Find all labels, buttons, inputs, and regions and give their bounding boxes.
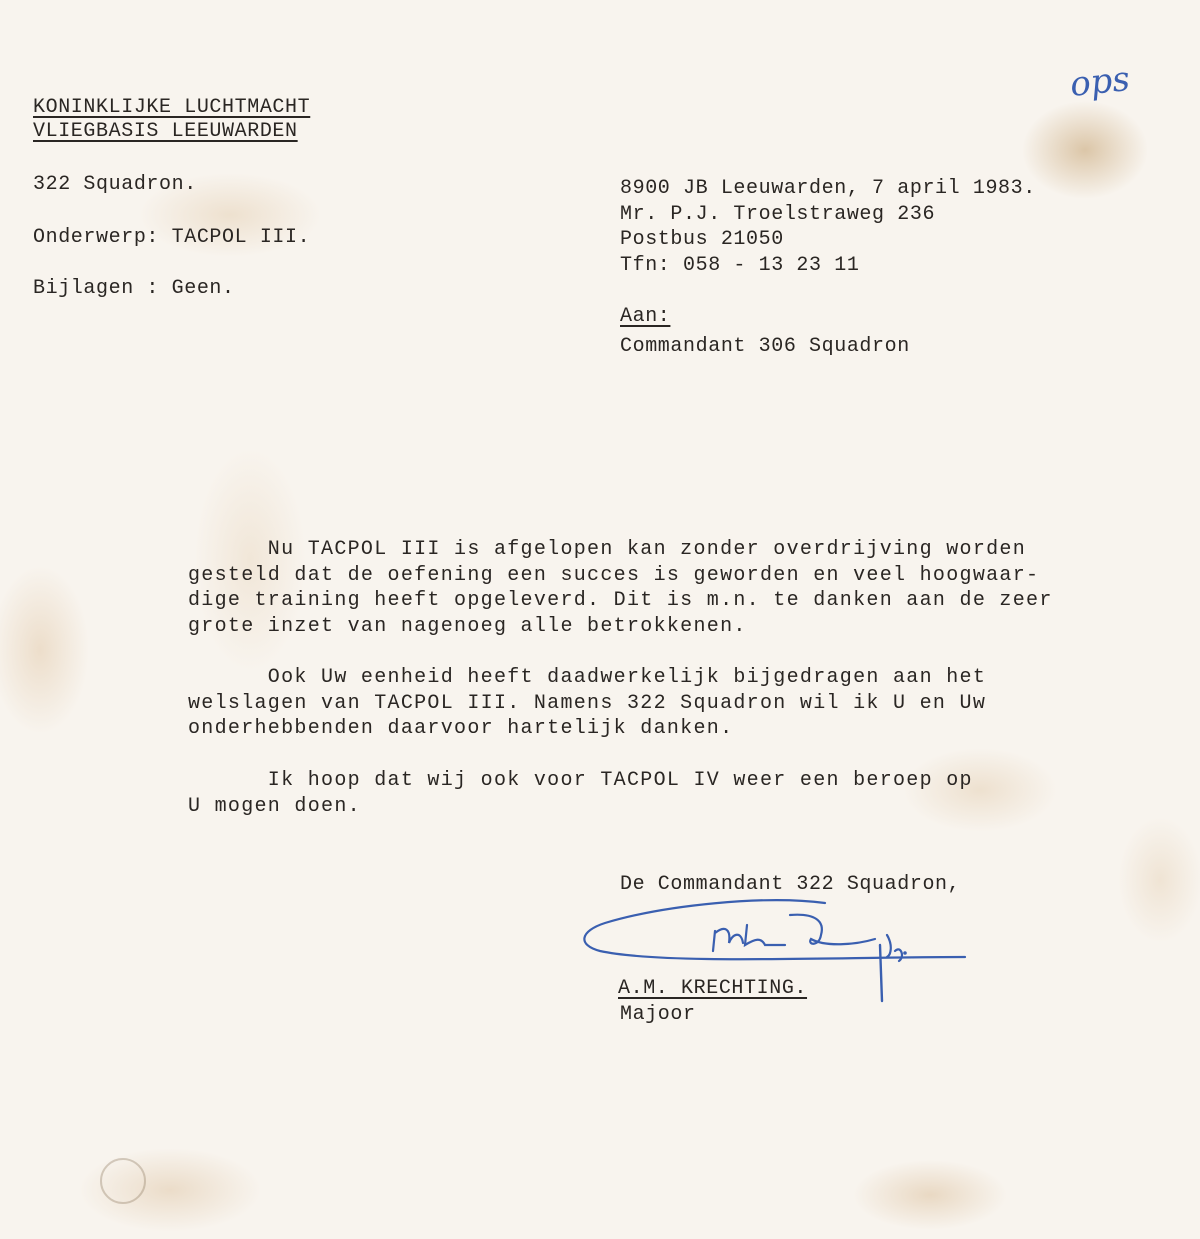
po-box: Postbus 21050: [620, 228, 784, 251]
sender-line-2: VLIEGBASIS LEEUWARDEN: [33, 120, 298, 143]
recipient-label: Aan:: [620, 305, 671, 328]
recipient-name: Commandant 306 Squadron: [620, 335, 910, 358]
sender-line-1: KONINKLIJKE LUCHTMACHT: [33, 96, 311, 119]
body-paragraph-1: Nu TACPOL III is afgelopen kan zonder overdrijving worden gesteld dat de oefening een succes is geworden en veel hoogwaar- dige training heeft opgeleverd. Dit is m.n. te danken aan de zeer grote inzet van nagenoeg alle betrokkenen.: [188, 538, 1053, 639]
attachments-line: Bijlagen : Geen.: [33, 277, 235, 300]
place-date: 8900 JB Leeuwarden, 7 april 1983.: [620, 177, 1036, 200]
body-paragraph-3: Ik hoop dat wij ook voor TACPOL IV weer een beroep op U mogen doen.: [188, 769, 973, 818]
subject-line: Onderwerp: TACPOL III.: [33, 226, 311, 249]
phone-number: Tfn: 058 - 13 23 11: [620, 254, 860, 277]
street-address: Mr. P.J. Troelstraweg 236: [620, 203, 936, 226]
handwritten-annotation: ops: [1068, 58, 1132, 106]
closing-salutation: De Commandant 322 Squadron,: [620, 873, 961, 896]
signatory-rank: Majoor: [620, 1003, 696, 1026]
signatory-name: A.M. KRECHTING.: [618, 977, 808, 1000]
squadron-label: 322 Squadron.: [33, 173, 197, 196]
body-paragraph-2: Ook Uw eenheid heeft daadwerkelijk bijgedragen aan het welslagen van TACPOL III. Namens 322 Squadron wil ik U en Uw onderhebbenden daarvoor hartelijk danken.: [188, 666, 987, 741]
archive-stamp-icon: [100, 1158, 146, 1204]
